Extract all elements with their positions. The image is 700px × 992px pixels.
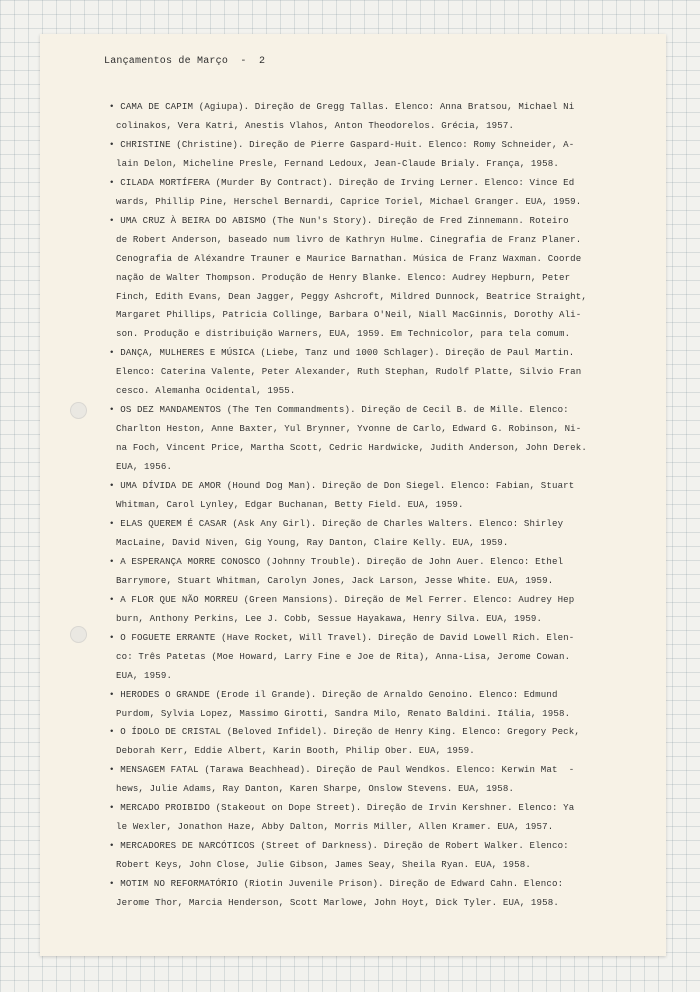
film-entry-title-line: • A ESPERANÇA MORRE CONOSCO (Johnny Trouble). Direção de John Auer. Elenco: Ethel xyxy=(109,555,564,567)
film-entry-title-line: • MOTIM NO REFORMATÓRIO (Riotin Juvenile Prison). Direção de Edward Cahn. Elenco: xyxy=(109,878,564,890)
film-entry-line: colinakos, Vera Katri, Anestis Vlahos, Anton Theodorelos. Grécia, 1957. xyxy=(116,119,515,131)
typed-page xyxy=(40,34,666,956)
film-entry-line: Whitman, Carol Lynley, Edgar Buchanan, Betty Field. EUA, 1959. xyxy=(116,499,464,511)
film-entry-line: Purdom, Sylvia Lopez, Massimo Girotti, Sandra Milo, Renato Baldini. Itália, 1958. xyxy=(116,707,571,719)
film-entry xyxy=(109,212,662,345)
film-entry-line: le Wexler, Jonathon Haze, Abby Dalton, Morris Miller, Allen Kramer. EUA, 1957. xyxy=(116,821,554,833)
film-entry-line: burn, Anthony Perkins, Lee J. Cobb, Sessue Hayakawa, Henry Silva. EUA, 1959. xyxy=(116,612,543,624)
punch-hole xyxy=(70,626,87,643)
film-entry-line: Robert Keys, John Close, Julie Gibson, James Seay, Sheila Ryan. EUA, 1958. xyxy=(116,859,531,871)
film-entry-line: co: Três Patetas (Moe Howard, Larry Fine e Joe de Rita), Anna-Lisa, Jerome Cowan. xyxy=(116,650,571,662)
film-entry xyxy=(109,723,662,761)
film-entry-line: de Robert Anderson, baseado num livro de Kathryn Hulme. Cinegrafia de Franz Planer. xyxy=(116,233,582,245)
film-entry-line: MacLaine, David Niven, Gig Young, Ray Danton, Claire Kelly. EUA, 1959. xyxy=(116,536,509,548)
film-entry xyxy=(109,553,662,591)
film-entry-line: Cenografia de Aléxandre Trauner e Maurice Barnathan. Música de Franz Waxman. Coorde xyxy=(116,252,582,264)
film-entry-line: Barrymore, Stuart Whitman, Carolyn Jones, Jack Larson, Jesse White. EUA, 1959. xyxy=(116,574,554,586)
film-entry-title-line: • O ÍDOLO DE CRISTAL (Beloved Infidel). Direção de Henry King. Elenco: Gregory Peck, xyxy=(109,726,580,738)
film-entry-title-line: • O FOGUETE ERRANTE (Have Rocket, Will Travel). Direção de David Lowell Rich. Elen- xyxy=(109,631,575,643)
film-entry-title-line: • UMA DÍVIDA DE AMOR (Hound Dog Man). Direção de Don Siegel. Elenco: Fabian, Stuart xyxy=(109,480,575,492)
film-entry-title-line: • CILADA MORTÍFERA (Murder By Contract). Direção de Irving Lerner. Elenco: Vince Ed xyxy=(109,176,575,188)
film-entry xyxy=(109,629,662,686)
film-entry-line: Charlton Heston, Anne Baxter, Yul Brynner, Yvonne de Carlo, Edward G. Robinson, Ni- xyxy=(116,423,582,435)
film-entry-line: cesco. Alemanha Ocidental, 1955. xyxy=(116,385,296,397)
film-entry-line: na Foch, Vincent Price, Martha Scott, Cedric Hardwicke, Judith Anderson, John Derek. xyxy=(116,442,587,454)
film-entry xyxy=(109,761,662,799)
film-entry-line: Margaret Phillips, Patricia Collinge, Barbara O'Neil, Niall MacGinnis, Dorothy Ali- xyxy=(116,309,582,321)
film-entry-title-line: • CHRISTINE (Christine). Direção de Pierre Gaspard-Huit. Elenco: Romy Schneider, A- xyxy=(109,138,575,150)
film-entry xyxy=(109,344,662,401)
film-entry-title-line: • MERCADORES DE NARCÓTICOS (Street of Darkness). Direção de Robert Walker. Elenco: xyxy=(109,840,569,852)
film-entry xyxy=(109,875,662,913)
film-entry-title-line: • CAMA DE CAPIM (Agiupa). Direção de Gregg Tallas. Elenco: Anna Bratsou, Michael Ni xyxy=(109,101,575,112)
film-entry-title-line: • DANÇA, MULHERES E MÚSICA (Liebe, Tanz und 1000 Schlager). Direção de Paul Martin. xyxy=(109,347,575,359)
film-entry-line: Finch, Edith Evans, Dean Jagger, Peggy Ashcroft, Mildred Dunnock, Beatrice Straight, xyxy=(116,290,587,302)
film-entry xyxy=(109,686,662,724)
film-entry-line: nação de Walter Thompson. Produção de Henry Blanke. Elenco: Audrey Hepburn, Peter xyxy=(116,271,571,283)
film-entry-title-line: • A FLOR QUE NÃO MORREU (Green Mansions). Direção de Mel Ferrer. Elenco: Audrey Hep xyxy=(109,593,575,605)
punch-hole xyxy=(70,402,87,419)
film-entry xyxy=(109,515,662,553)
film-entry xyxy=(109,401,662,477)
film-entry-line: wards, Phillip Pine, Herschel Bernardi, Caprice Toriel, Michael Granger. EUA, 1959. xyxy=(116,195,582,207)
film-entry-title-line: • HERODES O GRANDE (Erode il Grande). Direção de Arnaldo Genoino. Elenco: Edmund xyxy=(109,688,558,700)
film-entry-title-line: • ELAS QUEREM É CASAR (Ask Any Girl). Direção de Charles Walters. Elenco: Shirley xyxy=(109,517,564,529)
film-entry-title-line: • OS DEZ MANDAMENTOS (The Ten Commandments). Direção de Cecil B. de Mille. Elenco: xyxy=(109,404,569,416)
film-entry-line: Jerome Thor, Marcia Henderson, Scott Marlowe, John Hoyt, Dick Tyler. EUA, 1958. xyxy=(116,897,559,909)
film-entry xyxy=(109,799,662,837)
film-entry-title-line: • MERCADO PROIBIDO (Stakeout on Dope Street). Direção de Irvin Kershner. Elenco: Ya xyxy=(109,802,575,814)
film-entry xyxy=(109,136,662,174)
page-header: Lançamentos de Março - 2 xyxy=(104,56,266,67)
film-entry xyxy=(109,98,662,136)
film-entry xyxy=(109,591,662,629)
film-entry-line: Deborah Kerr, Eddie Albert, Karin Booth, Philip Ober. EUA, 1959. xyxy=(116,745,475,757)
film-entry-line: hews, Julie Adams, Ray Danton, Karen Sharpe, Onslow Stevens. EUA, 1958. xyxy=(116,783,515,795)
film-entry xyxy=(109,174,662,212)
film-entry xyxy=(109,837,662,875)
film-entry-title-line: • UMA CRUZ À BEIRA DO ABISMO (The Nun's Story). Direção de Fred Zinnemann. Roteiro xyxy=(109,214,569,226)
film-entry-title-line: • MENSAGEM FATAL (Tarawa Beachhead). Direção de Paul Wendkos. Elenco: Kerwin Mat - xyxy=(109,764,575,776)
film-entry-line: son. Produção e distribuição Warners, EUA, 1959. Em Technicolor, para tela comum. xyxy=(116,328,571,340)
film-entry-line: EUA, 1956. xyxy=(116,461,173,473)
film-release-list xyxy=(109,98,662,913)
film-entry-line: EUA, 1959. xyxy=(116,669,173,681)
film-entry xyxy=(109,477,662,515)
film-entry-line: Elenco: Caterina Valente, Peter Alexander, Ruth Stephan, Rudolf Platte, Silvio Fran xyxy=(116,366,582,378)
film-entry-line: lain Delon, Micheline Presle, Fernand Ledoux, Jean-Claude Brialy. França, 1958. xyxy=(116,157,559,169)
